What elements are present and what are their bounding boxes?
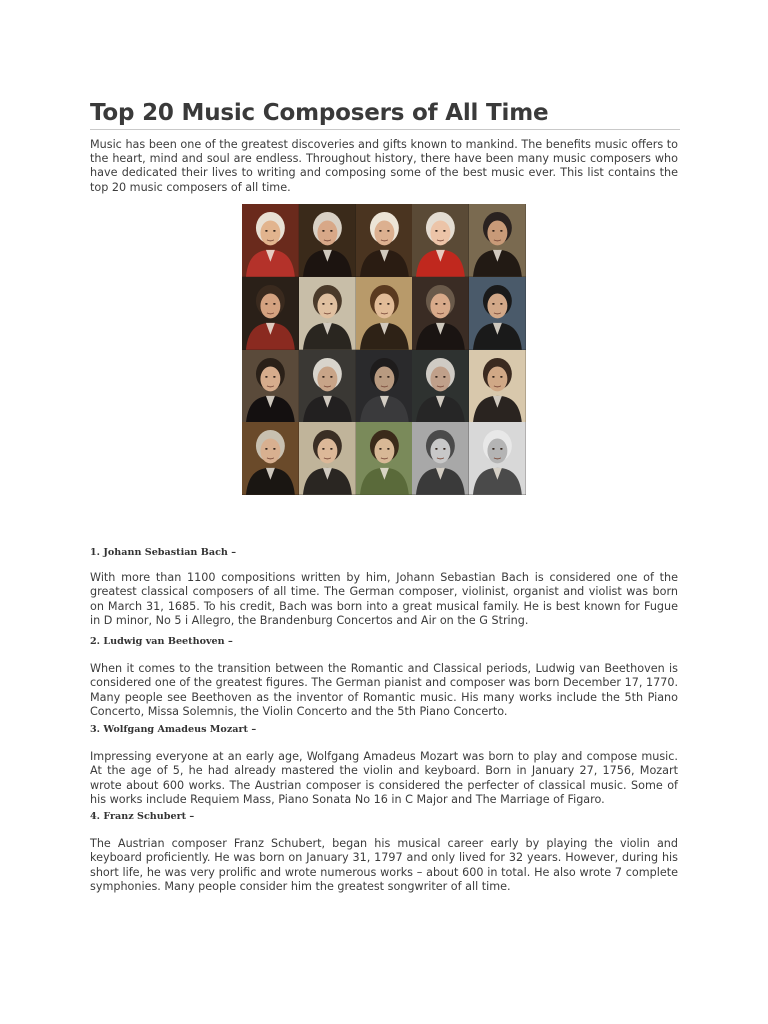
composer-portrait-5 xyxy=(469,204,526,277)
composer-portrait-1 xyxy=(242,204,299,277)
section-beethoven xyxy=(90,636,678,719)
composer-portrait-7 xyxy=(299,277,356,350)
section-heading: 3. Wolfgang Amadeus Mozart – xyxy=(90,724,257,735)
composer-portrait-19 xyxy=(412,422,469,495)
section-body: The Austrian composer Franz Schubert, began his musical career early by playing the violin and keyboard proficiently. He was born on January 31, 1797 and only lived for 32 years. However, during his short life, he was very prolific and wrote numerous works – about 600 in total. He also wrote 7 complete symphonies. Many people consider him the greatest songwriter of all time. xyxy=(90,837,678,893)
section-body: Impressing everyone at an early age, Wolfgang Amadeus Mozart was born to play and compose music. At the age of 5, he had already mastered the violin and keyboard. Born in January 27, 1756, Mozart wrote about 600 works. The Austrian composer is considered the perfecter of classical music. Some of his works include Requiem Mass, Piano Sonata No 16 in C Major and The Marriage of Figaro. xyxy=(90,750,678,806)
section-mozart xyxy=(90,724,678,807)
composer-portrait-17 xyxy=(299,422,356,495)
composer-portrait-4 xyxy=(412,204,469,277)
composer-portrait-9 xyxy=(412,277,469,350)
section-schubert xyxy=(90,811,678,894)
composer-portrait-collage xyxy=(242,204,526,495)
section-heading: 1. Johann Sebastian Bach – xyxy=(90,547,237,558)
section-body: When it comes to the transition between the Romantic and Classical periods, Ludwig van Beethoven is considered one of the greatest figures. The German pianist and composer was born December 17, 1770. Many people see Beethoven as the inventor of Romantic music. His many works include the 5th Piano Concerto, Missa Solemnis, the Violin Concerto and the 5th Piano Concerto. xyxy=(90,662,678,718)
composer-portrait-20 xyxy=(469,422,526,495)
intro-paragraph: Music has been one of the greatest discoveries and gifts known to mankind. The benefits music offers to the heart, mind and soul are endless. Throughout history, there have been many music composers who have dedicated their lives to writing and composing some of the best music ever. This list contains the top 20 music composers of all time. xyxy=(90,138,678,194)
composer-portrait-10 xyxy=(469,277,526,350)
composer-portrait-11 xyxy=(242,350,299,423)
section-heading: 4. Franz Schubert – xyxy=(90,811,195,822)
composer-portrait-3 xyxy=(356,204,413,277)
composer-portrait-16 xyxy=(242,422,299,495)
composer-portrait-12 xyxy=(299,350,356,423)
page-title: Top 20 Music Composers of All Time xyxy=(90,100,549,126)
composer-portrait-14 xyxy=(412,350,469,423)
composer-portrait-13 xyxy=(356,350,413,423)
title-divider xyxy=(90,129,680,130)
composer-portrait-15 xyxy=(469,350,526,423)
composer-portrait-18 xyxy=(356,422,413,495)
composer-portrait-2 xyxy=(299,204,356,277)
section-body: With more than 1100 compositions written by him, Johann Sebastian Bach is considered one of the greatest classical composers of all time. The German composer, violinist, organist and violist was born on March 31, 1685. To his credit, Bach was born into a great musical family. He is best known for Fugue in D minor, No 5 i Allegro, the Brandenburg Concertos and Air on the G String. xyxy=(90,571,678,627)
composer-portrait-8 xyxy=(356,277,413,350)
section-heading: 2. Ludwig van Beethoven – xyxy=(90,636,233,647)
composer-portrait-6 xyxy=(242,277,299,350)
section-bach xyxy=(90,547,678,628)
